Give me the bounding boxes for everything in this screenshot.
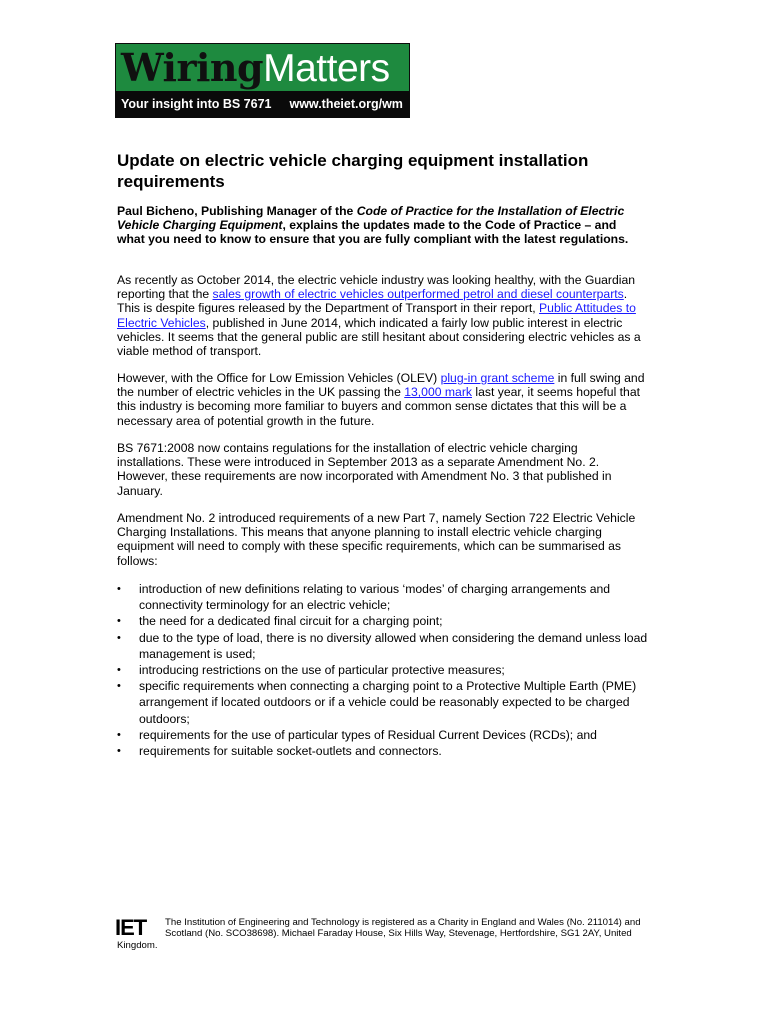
lead-text-1: Paul Bicheno, Publishing Manager of the bbox=[117, 204, 357, 218]
wiring-matters-logo bbox=[115, 43, 410, 117]
footer bbox=[117, 917, 657, 951]
p2-text-a: However, with the Office for Low Emission Vehicles (OLEV) bbox=[117, 371, 441, 385]
public-attitudes-link[interactable]: Public Attitudes to Electric Vehicles bbox=[117, 301, 636, 330]
lead-code-title: Code of Practice for the Installation of Electric Vehicle Charging Equipment bbox=[117, 204, 625, 233]
logo-word-wiring: Wiring bbox=[121, 45, 264, 90]
iet-logo bbox=[115, 917, 159, 937]
list-item: • requirements for the use of particular types of Residual Current Devices (RCDs); and bbox=[117, 727, 657, 743]
sales-growth-link[interactable]: sales growth of electric vehicles outperformed petrol and diesel counterparts bbox=[212, 287, 624, 302]
paragraph-3: BS 7671:2008 now contains regulations for the installation of electric vehicle charging installations. These were introduced in September 2013 as a separate Amendment No. 2. However, these requirements are now incorporated with Amendment No. 3 that published in January. bbox=[117, 441, 612, 498]
13000-mark-link[interactable]: 13,000 mark bbox=[404, 385, 472, 400]
logo-title bbox=[121, 46, 390, 91]
list-item: • the need for a dedicated final circuit for a charging point; bbox=[117, 613, 657, 629]
list-item: • introducing restrictions on the use of particular protective measures; bbox=[117, 662, 657, 678]
logo-strap bbox=[115, 91, 410, 118]
logo-url: www.theiet.org/wm bbox=[289, 97, 403, 111]
lead-paragraph bbox=[117, 204, 647, 247]
footer-text: The Institution of Engineering and Technology is registered as a Charity in England and Wales (No. 211014) and Scotland (No. SCO38698). Michael Faraday House, Six Hills Way, Stevenage, Hertfordshire, SG1 2AY, United Kingdom. bbox=[117, 917, 641, 951]
p1-text-c: , published in June 2014, which indicated a fairly low public interest in electric vehicles. It seems that the general public are still hesitant about considering electric vehicles as a viable method of transport. bbox=[117, 315, 641, 359]
article-title: Update on electric vehicle charging equipment installation requirements bbox=[117, 151, 589, 191]
p1-text-b: . This is despite figures released by the Department of Transport in their report, bbox=[117, 287, 628, 316]
paragraph-1 bbox=[117, 273, 647, 358]
p1-text-a: As recently as October 2014, the electric vehicle industry was looking healthy, with the Guardian reporting that the bbox=[117, 273, 636, 302]
p2-text-b: in full swing and the number of electric vehicles in the UK passing the bbox=[117, 371, 645, 400]
logo-word-matters: Matters bbox=[263, 47, 390, 90]
p2-text-c: last year, it seems hopeful that this industry is becoming more familiar to buyers and common sense dictates that this will be a necessary area of potential growth in the future. bbox=[117, 385, 640, 428]
paragraph-2 bbox=[117, 371, 647, 428]
requirements-list bbox=[117, 581, 657, 759]
logo-banner bbox=[115, 43, 410, 91]
list-item: • requirements for suitable socket-outlets and connectors. bbox=[117, 743, 657, 759]
list-item: • due to the type of load, there is no diversity allowed when considering the demand unless load management is used; bbox=[117, 630, 657, 662]
lead-text-2: , explains the updates made to the Code of Practice – and what you need to know to ensure that you are fully compliant with the latest regulations. bbox=[117, 218, 629, 247]
list-item: • introduction of new definitions relating to various ‘modes’ of charging arrangements and connectivity terminology for an electric vehicle; bbox=[117, 581, 657, 613]
logo-tagline: Your insight into BS 7671 bbox=[121, 97, 272, 111]
list-item: • specific requirements when connecting a charging point to a Protective Multiple Earth (PME) arrangement if located outdoors or if a vehicle could be reasonably expected to be charged outdoors; bbox=[117, 678, 657, 727]
iet-logo-text: IET bbox=[115, 917, 147, 937]
paragraph-4: Amendment No. 2 introduced requirements of a new Part 7, namely Section 722 Electric Vehicle Charging Installations. This means that anyone planning to install electric vehicle charging equipment will need to comply with these specific requirements, which can be summarised as follows: bbox=[117, 511, 636, 568]
plug-in-grant-link[interactable]: plug-in grant scheme bbox=[440, 371, 555, 385]
